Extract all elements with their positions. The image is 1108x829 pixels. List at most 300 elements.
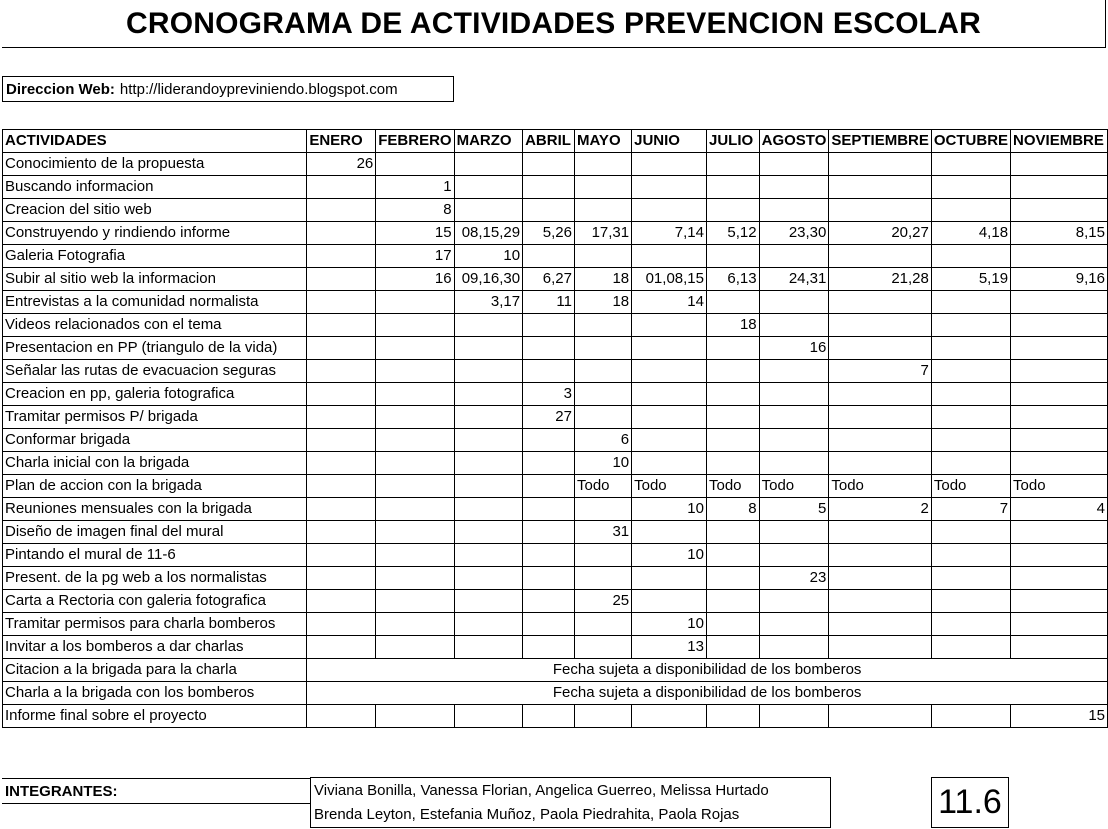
date-cell: [1011, 383, 1108, 406]
date-cell: 23: [759, 567, 829, 590]
date-cell: [1011, 590, 1108, 613]
date-cell: [1011, 636, 1108, 659]
date-cell: [931, 613, 1010, 636]
month-header: NOVIEMBRE: [1011, 130, 1108, 153]
month-header: JULIO: [706, 130, 759, 153]
date-cell: [307, 521, 376, 544]
date-cell: [454, 452, 522, 475]
date-cell: [931, 291, 1010, 314]
table-row: [3, 567, 1108, 590]
date-cell: 09,16,30: [454, 268, 522, 291]
date-cell: [454, 590, 522, 613]
date-cell: 8,15: [1011, 222, 1108, 245]
month-header: ABRIL: [523, 130, 575, 153]
date-cell: [632, 153, 707, 176]
date-cell: [632, 567, 707, 590]
date-cell: [307, 199, 376, 222]
activity-cell: Creacion en pp, galeria fotografica: [3, 383, 307, 406]
date-cell: 11: [523, 291, 575, 314]
date-cell: [307, 613, 376, 636]
table-row: [3, 199, 1108, 222]
activity-cell: Invitar a los bomberos a dar charlas: [3, 636, 307, 659]
date-cell: [706, 452, 759, 475]
date-cell: [307, 245, 376, 268]
activity-cell: Plan de accion con la brigada: [3, 475, 307, 498]
activity-cell: Diseño de imagen final del mural: [3, 521, 307, 544]
date-cell: Todo: [1011, 475, 1108, 498]
date-cell: [931, 337, 1010, 360]
date-cell: [632, 429, 707, 452]
date-cell: [376, 521, 454, 544]
date-cell: [829, 245, 932, 268]
date-cell: Todo: [931, 475, 1010, 498]
date-cell: [759, 291, 829, 314]
date-cell: [931, 176, 1010, 199]
date-cell: [454, 360, 522, 383]
date-cell: [632, 590, 707, 613]
activity-cell: Carta a Rectoria con galeria fotografica: [3, 590, 307, 613]
date-cell: [632, 245, 707, 268]
web-address-label: Direccion Web:: [6, 80, 115, 98]
date-cell: [307, 498, 376, 521]
date-cell: [632, 199, 707, 222]
date-cell: [759, 199, 829, 222]
date-cell: [1011, 429, 1108, 452]
date-cell: [523, 475, 575, 498]
date-cell: [931, 199, 1010, 222]
date-cell: [523, 705, 575, 728]
activity-cell: Tramitar permisos P/ brigada: [3, 406, 307, 429]
date-cell: 5,12: [706, 222, 759, 245]
date-cell: 24,31: [759, 268, 829, 291]
table-row: [3, 498, 1108, 521]
date-cell: [1011, 199, 1108, 222]
date-cell: [307, 475, 376, 498]
date-cell: [307, 222, 376, 245]
activity-cell: Señalar las rutas de evacuacion seguras: [3, 360, 307, 383]
date-cell: [931, 153, 1010, 176]
date-cell: [632, 705, 707, 728]
date-cell: [574, 245, 631, 268]
date-cell: [307, 705, 376, 728]
date-cell: [931, 636, 1010, 659]
date-cell: [931, 590, 1010, 613]
date-cell: 18: [574, 268, 631, 291]
date-cell: 23,30: [759, 222, 829, 245]
date-cell: [523, 567, 575, 590]
date-cell: [307, 406, 376, 429]
date-cell: 18: [706, 314, 759, 337]
date-cell: [706, 153, 759, 176]
date-cell: [632, 452, 707, 475]
date-cell: [759, 590, 829, 613]
activity-cell: Buscando informacion: [3, 176, 307, 199]
table-row: [3, 659, 1108, 682]
table-row: [3, 590, 1108, 613]
merged-note-cell: Fecha sujeta a disponibilidad de los bomberos: [307, 659, 1108, 682]
date-cell: 18: [574, 291, 631, 314]
date-cell: [759, 521, 829, 544]
date-cell: [706, 613, 759, 636]
activity-cell: Presentacion en PP (triangulo de la vida): [3, 337, 307, 360]
date-cell: [574, 613, 631, 636]
month-header: SEPTIEMBRE: [829, 130, 932, 153]
date-cell: [307, 176, 376, 199]
date-cell: [759, 245, 829, 268]
members-box: [310, 777, 831, 828]
date-cell: [523, 590, 575, 613]
table-row: [3, 337, 1108, 360]
date-cell: [931, 452, 1010, 475]
date-cell: [706, 291, 759, 314]
date-cell: [931, 314, 1010, 337]
date-cell: 16: [759, 337, 829, 360]
date-cell: [523, 153, 575, 176]
date-cell: 15: [1011, 705, 1108, 728]
date-cell: Todo: [632, 475, 707, 498]
activity-cell: Present. de la pg web a los normalistas: [3, 567, 307, 590]
table-row: [3, 429, 1108, 452]
date-cell: [931, 567, 1010, 590]
date-cell: [454, 314, 522, 337]
date-cell: [759, 705, 829, 728]
date-cell: [1011, 360, 1108, 383]
date-cell: [931, 383, 1010, 406]
date-cell: [1011, 176, 1108, 199]
date-cell: [307, 636, 376, 659]
table-row: [3, 544, 1108, 567]
date-cell: [307, 383, 376, 406]
month-header: AGOSTO: [759, 130, 829, 153]
date-cell: 5,19: [931, 268, 1010, 291]
date-cell: 3: [523, 383, 575, 406]
date-cell: [574, 498, 631, 521]
date-cell: 8: [376, 199, 454, 222]
date-cell: 21,28: [829, 268, 932, 291]
date-cell: [1011, 567, 1108, 590]
date-cell: [632, 521, 707, 544]
date-cell: [454, 613, 522, 636]
date-cell: [829, 406, 932, 429]
date-cell: [829, 613, 932, 636]
date-cell: [706, 176, 759, 199]
date-cell: [706, 383, 759, 406]
date-cell: 5,26: [523, 222, 575, 245]
date-cell: [454, 176, 522, 199]
date-cell: 8: [706, 498, 759, 521]
date-cell: Todo: [759, 475, 829, 498]
date-cell: [759, 406, 829, 429]
date-cell: [829, 176, 932, 199]
date-cell: 1: [376, 176, 454, 199]
date-cell: [706, 567, 759, 590]
date-cell: 5: [759, 498, 829, 521]
date-cell: [706, 636, 759, 659]
date-cell: [632, 314, 707, 337]
activity-cell: Entrevistas a la comunidad normalista: [3, 291, 307, 314]
date-cell: [376, 291, 454, 314]
table-row: [3, 268, 1108, 291]
date-cell: [931, 360, 1010, 383]
date-cell: [307, 544, 376, 567]
date-cell: [1011, 337, 1108, 360]
month-header: JUNIO: [632, 130, 707, 153]
activities-header: ACTIVIDADES: [3, 130, 307, 153]
date-cell: [376, 636, 454, 659]
date-cell: [632, 176, 707, 199]
date-cell: [523, 314, 575, 337]
date-cell: 7: [931, 498, 1010, 521]
date-cell: [523, 199, 575, 222]
table-row: [3, 176, 1108, 199]
date-cell: [523, 498, 575, 521]
members-line: Brenda Leyton, Estefania Muñoz, Paola Piedrahita, Paola Rojas: [314, 806, 740, 823]
date-cell: [454, 705, 522, 728]
date-cell: [829, 429, 932, 452]
date-cell: [574, 383, 631, 406]
date-cell: 7,14: [632, 222, 707, 245]
table-row: [3, 291, 1108, 314]
table-row: [3, 475, 1108, 498]
activity-cell: Creacion del sitio web: [3, 199, 307, 222]
date-cell: [829, 544, 932, 567]
date-cell: [523, 176, 575, 199]
date-cell: [376, 613, 454, 636]
merged-note-cell: Fecha sujeta a disponibilidad de los bomberos: [307, 682, 1108, 705]
date-cell: 20,27: [829, 222, 932, 245]
date-cell: 15: [376, 222, 454, 245]
month-header: MAYO: [574, 130, 631, 153]
activity-cell: Conformar brigada: [3, 429, 307, 452]
date-cell: [1011, 291, 1108, 314]
date-cell: [1011, 521, 1108, 544]
activity-cell: Subir al sitio web la informacion: [3, 268, 307, 291]
activity-cell: Citacion a la brigada para la charla: [3, 659, 307, 682]
date-cell: [574, 705, 631, 728]
date-cell: [454, 406, 522, 429]
date-cell: 10: [574, 452, 631, 475]
date-cell: 10: [632, 544, 707, 567]
date-cell: [307, 567, 376, 590]
date-cell: 6,27: [523, 268, 575, 291]
date-cell: [829, 199, 932, 222]
date-cell: [1011, 406, 1108, 429]
table-row: [3, 452, 1108, 475]
date-cell: [759, 636, 829, 659]
date-cell: [759, 429, 829, 452]
date-cell: [454, 521, 522, 544]
date-cell: [574, 199, 631, 222]
date-cell: 01,08,15: [632, 268, 707, 291]
date-cell: [759, 452, 829, 475]
members-line: Viviana Bonilla, Vanessa Florian, Angelica Guerreo, Melissa Hurtado: [314, 782, 769, 799]
date-cell: [376, 452, 454, 475]
activity-cell: Pintando el mural de 11-6: [3, 544, 307, 567]
date-cell: [454, 429, 522, 452]
date-cell: [376, 475, 454, 498]
date-cell: Todo: [706, 475, 759, 498]
table-row: [3, 245, 1108, 268]
date-cell: [523, 337, 575, 360]
date-cell: 31: [574, 521, 631, 544]
date-cell: 27: [523, 406, 575, 429]
date-cell: [307, 590, 376, 613]
group-number: 11.6: [931, 777, 1009, 828]
date-cell: [829, 337, 932, 360]
date-cell: [454, 153, 522, 176]
date-cell: [632, 360, 707, 383]
date-cell: [829, 705, 932, 728]
activity-cell: Charla a la brigada con los bomberos: [3, 682, 307, 705]
table-row: [3, 705, 1108, 728]
month-header: ENERO: [307, 130, 376, 153]
activity-cell: Tramitar permisos para charla bomberos: [3, 613, 307, 636]
date-cell: 14: [632, 291, 707, 314]
date-cell: [376, 590, 454, 613]
table-row: [3, 383, 1108, 406]
month-header: FEBRERO: [376, 130, 454, 153]
date-cell: [706, 429, 759, 452]
date-cell: [759, 383, 829, 406]
activity-cell: Conocimiento de la propuesta: [3, 153, 307, 176]
date-cell: [574, 406, 631, 429]
date-cell: [454, 337, 522, 360]
date-cell: 9,16: [1011, 268, 1108, 291]
date-cell: [376, 314, 454, 337]
date-cell: [706, 705, 759, 728]
date-cell: [759, 314, 829, 337]
date-cell: [307, 314, 376, 337]
activity-cell: Charla inicial con la brigada: [3, 452, 307, 475]
date-cell: [454, 199, 522, 222]
date-cell: [706, 199, 759, 222]
date-cell: [523, 636, 575, 659]
date-cell: [1011, 245, 1108, 268]
date-cell: 6: [574, 429, 631, 452]
table-row: [3, 613, 1108, 636]
table-row: [3, 682, 1108, 705]
date-cell: [759, 544, 829, 567]
date-cell: 13: [632, 636, 707, 659]
date-cell: [574, 337, 631, 360]
date-cell: [829, 521, 932, 544]
date-cell: [574, 360, 631, 383]
date-cell: Todo: [829, 475, 932, 498]
date-cell: [829, 153, 932, 176]
date-cell: 4,18: [931, 222, 1010, 245]
table-row: [3, 360, 1108, 383]
date-cell: [706, 521, 759, 544]
date-cell: [759, 153, 829, 176]
date-cell: [632, 406, 707, 429]
date-cell: [376, 567, 454, 590]
date-cell: [829, 590, 932, 613]
date-cell: [376, 429, 454, 452]
date-cell: [574, 176, 631, 199]
members-label: INTEGRANTES:: [2, 778, 310, 804]
schedule-header-row: [3, 130, 1108, 153]
web-address-url[interactable]: http://liderandoypreviniendo.blogspot.com: [119, 80, 398, 98]
date-cell: 2: [829, 498, 932, 521]
date-cell: [706, 406, 759, 429]
date-cell: [931, 521, 1010, 544]
date-cell: [574, 153, 631, 176]
date-cell: [376, 337, 454, 360]
date-cell: 3,17: [454, 291, 522, 314]
table-row: [3, 406, 1108, 429]
activity-cell: Reuniones mensuales con la brigada: [3, 498, 307, 521]
date-cell: [829, 291, 932, 314]
date-cell: 17: [376, 245, 454, 268]
date-cell: [523, 521, 575, 544]
date-cell: [523, 429, 575, 452]
date-cell: 7: [829, 360, 932, 383]
date-cell: [376, 705, 454, 728]
date-cell: [307, 429, 376, 452]
date-cell: [523, 452, 575, 475]
date-cell: [307, 268, 376, 291]
date-cell: [759, 176, 829, 199]
date-cell: [931, 429, 1010, 452]
date-cell: [829, 383, 932, 406]
date-cell: [1011, 153, 1108, 176]
date-cell: [706, 590, 759, 613]
date-cell: [454, 475, 522, 498]
table-row: [3, 153, 1108, 176]
date-cell: [376, 406, 454, 429]
date-cell: [632, 337, 707, 360]
date-cell: [454, 544, 522, 567]
activity-cell: Galeria Fotografia: [3, 245, 307, 268]
date-cell: [523, 245, 575, 268]
date-cell: [1011, 314, 1108, 337]
date-cell: 16: [376, 268, 454, 291]
date-cell: [454, 498, 522, 521]
date-cell: [574, 544, 631, 567]
date-cell: 6,13: [706, 268, 759, 291]
date-cell: [931, 406, 1010, 429]
date-cell: [632, 383, 707, 406]
schedule-table: [2, 129, 1108, 728]
date-cell: [1011, 544, 1108, 567]
date-cell: [759, 613, 829, 636]
date-cell: [1011, 613, 1108, 636]
date-cell: 10: [632, 613, 707, 636]
date-cell: [706, 360, 759, 383]
activity-cell: Informe final sobre el proyecto: [3, 705, 307, 728]
date-cell: [931, 245, 1010, 268]
month-header: OCTUBRE: [931, 130, 1010, 153]
date-cell: 25: [574, 590, 631, 613]
date-cell: [574, 567, 631, 590]
date-cell: [931, 705, 1010, 728]
date-cell: Todo: [574, 475, 631, 498]
activity-cell: Construyendo y rindiendo informe: [3, 222, 307, 245]
date-cell: [523, 613, 575, 636]
month-header: MARZO: [454, 130, 522, 153]
date-cell: 26: [307, 153, 376, 176]
table-row: [3, 314, 1108, 337]
date-cell: [574, 636, 631, 659]
date-cell: [376, 383, 454, 406]
date-cell: [706, 337, 759, 360]
date-cell: [307, 291, 376, 314]
table-row: [3, 636, 1108, 659]
table-row: [3, 521, 1108, 544]
date-cell: [574, 314, 631, 337]
date-cell: 4: [1011, 498, 1108, 521]
date-cell: [759, 360, 829, 383]
